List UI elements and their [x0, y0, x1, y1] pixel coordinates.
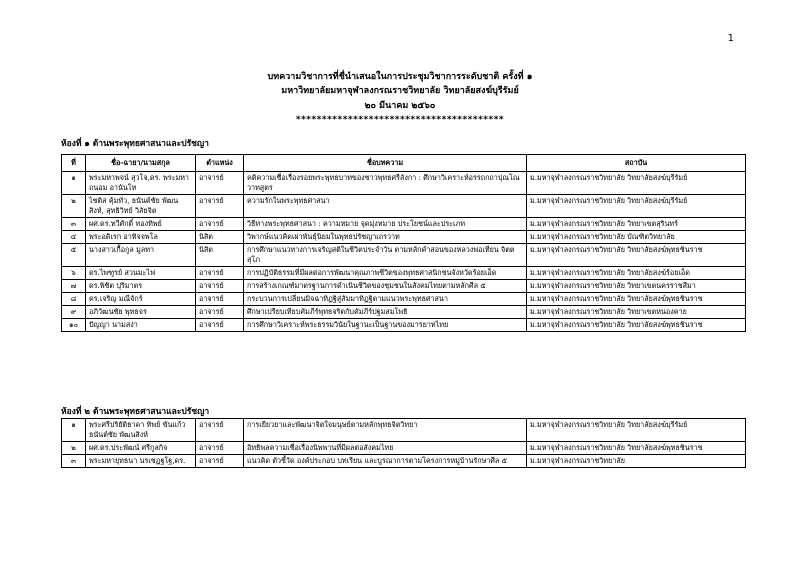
row-number: ๙	[62, 306, 86, 319]
page-number: 1	[727, 33, 734, 44]
author-position: นิสิต	[196, 231, 244, 244]
institution-name: ม.มหาจุฬาลงกรณราชวิทยาลัย	[527, 455, 746, 468]
author-name: ดร.ไพฑูรย์ สวนมะไฟ	[86, 267, 196, 280]
table-row	[62, 195, 746, 218]
article-title: การเยียวยาและพัฒนาจิตใจมนุษย์ตามหลักพุทธจิตวิทยา	[244, 419, 527, 442]
article-title: การศึกษาวิเคราะห์พระธรรมวินัยในฐานะเป็นฐานของมารยาทไทย	[244, 319, 527, 332]
article-title: การสร้างเกณฑ์มาตรฐานการดำเนินชีวิตของชุมชนในสังคมไทยตามหลักศีล ๕	[244, 280, 527, 293]
institution-name: ม.มหาจุฬาลงกรณราชวิทยาลัย วิทยาลัยสงฆ์พุทธชินราช	[527, 442, 746, 455]
institution-name: ม.มหาจุฬาลงกรณราชวิทยาลัย วิทยาลัยสงฆ์บุรีรัมย์	[527, 172, 746, 195]
table-row	[62, 267, 746, 280]
article-title: วิธีทางพระพุทธศาสนา : ความหมาย จุดมุ่งหมาย ประโยชน์และประเภท	[244, 218, 527, 231]
article-title: การปฏิบัติธรรมที่มีผลต่อการพัฒนาคุณภาพชีวิตของพุทธศาสนิกชนจังหวัดร้อยเอ็ด	[244, 267, 527, 280]
university-name: มหาวิทยาลัยมหาจุฬาลงกรณราชวิทยาลัย วิทยาลัยสงฆ์บุรีรัมย์	[281, 86, 519, 96]
row-number: ๕	[62, 244, 86, 267]
room-2-heading: ห้องที่ ๒ ด้านพระพุทธศาสนาและปรัชญา	[61, 407, 210, 417]
author-position: อาจารย์	[196, 280, 244, 293]
article-title: คติความเชื่อเรื่องรอยพระพุทธบาทของชาวพุทธศรีลังกา : ศึกษาวิเคราะห์อรรถกถาปุณโณวาทสูตร	[244, 172, 527, 195]
room-2-table	[61, 418, 746, 468]
author-position: อาจารย์	[196, 195, 244, 218]
row-number: ๓	[62, 218, 86, 231]
author-position: อาจารย์	[196, 306, 244, 319]
institution-name: ม.มหาจุฬาลงกรณราชวิทยาลัย บัณฑิตวิทยาลัย	[527, 231, 746, 244]
table-row	[62, 455, 746, 468]
row-number: ๗	[62, 280, 86, 293]
table-row	[62, 306, 746, 319]
table-row	[62, 293, 746, 306]
author-name: ผศ.ดร.ประพัฒน์ ศรีกูลกิจ	[86, 442, 196, 455]
row-number: ๑	[62, 419, 86, 442]
institution-name: ม.มหาจุฬาลงกรณราชวิทยาลัย วิทยาลัยสงฆ์พุทธชินราช	[527, 244, 746, 267]
table-row	[62, 218, 746, 231]
institution-name: ม.มหาจุฬาลงกรณราชวิทยาลัย วิทยาเขตนครราชสีมา	[527, 280, 746, 293]
row-number: ๖	[62, 267, 86, 280]
row-number: ๑	[62, 172, 86, 195]
institution-name: ม.มหาจุฬาลงกรณราชวิทยาลัย วิทยาลัยสงฆ์ร้อยเอ็ด	[527, 267, 746, 280]
row-number: ๘	[62, 293, 86, 306]
author-name: ผศ.ดร.ทวีศักดิ์ ทองทิพย์	[86, 218, 196, 231]
row-number: ๔	[62, 231, 86, 244]
institution-name: ม.มหาจุฬาลงกรณราชวิทยาลัย วิทยาเขตสุรินทร์	[527, 218, 746, 231]
institution-name: ม.มหาจุฬาลงกรณราชวิทยาลัย วิทยาลัยสงฆ์บุรีรัมย์	[527, 195, 746, 218]
author-name: นางสาวเกื้อกูล มูลทา	[86, 244, 196, 267]
author-position: อาจารย์	[196, 218, 244, 231]
institution-name: ม.มหาจุฬาลงกรณราชวิทยาลัย วิทยาเขตหนองคาย	[527, 306, 746, 319]
table-header-row	[62, 155, 746, 172]
author-name: ดร.เจริญ มณีจักร์	[86, 293, 196, 306]
institution-name: ม.มหาจุฬาลงกรณราชวิทยาลัย วิทยาลัยสงฆ์พุทธชินราช	[527, 293, 746, 306]
row-number: ๑๐	[62, 319, 86, 332]
column-header-title: ชื่อบทความ	[244, 155, 527, 172]
author-name: ไชติส คุ้มทั่ว, ธนันต์ชัย พัฒนสิงห์, สุทธิวิทย์ วิสัยจิต	[86, 195, 196, 218]
conference-title: บทความวิชาการที่ชื่นำเสนอในการประชุมวิชาการระดับชาติ ครั้งที่ ๑	[267, 72, 533, 82]
table-row	[62, 442, 746, 455]
author-position: อาจารย์	[196, 319, 244, 332]
conference-date: ๒๐ มีนาคม ๒๕๖๐	[364, 101, 436, 111]
room-1-table	[61, 154, 746, 332]
table-row	[62, 172, 746, 195]
article-title: ศึกษาเปรียบเทียบคัมภีร์พุทธจริตกับคัมภีร์ปฐมสมโพธิ	[244, 306, 527, 319]
author-position: อาจารย์	[196, 172, 244, 195]
table-row	[62, 319, 746, 332]
author-name: ปัญญา นามสง่า	[86, 319, 196, 332]
table-row	[62, 244, 746, 267]
author-name: พระมหาพจน์ สุวโจ,ดร. พระมหาถนอม อานันโท	[86, 172, 196, 195]
author-position: อาจารย์	[196, 267, 244, 280]
author-name: พระอดิเรก อาทิจจพโล	[86, 231, 196, 244]
table-row	[62, 231, 746, 244]
column-header-position: ตำแหน่ง	[196, 155, 244, 172]
institution-name: ม.มหาจุฬาลงกรณราชวิทยาลัย วิทยาลัยสงฆ์พุทธชินราช	[527, 319, 746, 332]
author-position: นิสิต	[196, 244, 244, 267]
table-row	[62, 280, 746, 293]
column-header-institution: สถาบัน	[527, 155, 746, 172]
author-position: อาจารย์	[196, 419, 244, 442]
row-number: ๓	[62, 455, 86, 468]
article-title: แนวคิด ตัวชี้วัด องค์ประกอบ บทเรียน และบูรณาการตามโครงการหมู่บ้านรักษาศีล ๕	[244, 455, 527, 468]
article-title: ความรักในพระพุทธศาสนา	[244, 195, 527, 218]
room-1-heading: ห้องที่ ๑ ด้านพระพุทธศาสนาและปรัชญา	[61, 139, 209, 149]
author-name: พระศรีปริยัติธาดา ทิพย์ ขันแก้ว ธนันต์ชัย พัฒนสิงห์	[86, 419, 196, 442]
author-name: ดร.พิชิต ปุริมาตร	[86, 280, 196, 293]
column-header-name: ชื่อ-ฉายา/นามสกุล	[86, 155, 196, 172]
article-title: อิทธิพลความเชื่อเรื่องนิพพานที่มีผลต่อสังคมไทย	[244, 442, 527, 455]
institution-name: ม.มหาจุฬาลงกรณราชวิทยาลัย วิทยาลัยสงฆ์บุรีรัมย์	[527, 419, 746, 442]
row-number: ๒	[62, 195, 86, 218]
article-title: วิพากษ์แนวคิดเผ่าพันธุ์นิยมในพุทธปรัชญาเถรวาท	[244, 231, 527, 244]
table-row	[62, 419, 746, 442]
asterisk-divider: ****************************************	[295, 115, 505, 125]
author-name: อภิวัฒนชัย พุทธจร	[86, 306, 196, 319]
row-number: ๒	[62, 442, 86, 455]
author-position: อาจารย์	[196, 293, 244, 306]
author-name: พระมหายุทธนา นรเชฏฐโฐ,ดร.	[86, 455, 196, 468]
author-position: อาจารย์	[196, 455, 244, 468]
column-header-no: ที่	[62, 155, 86, 172]
article-title: การศึกษาแนวทางการเจริญสติในชีวิตประจำวัน ตามหลักคำสอนของหลวงพ่อเทียน จิตตสุโภ	[244, 244, 527, 267]
article-title: กระบวนการเปลี่ยนมิจฉาทิฏฐิสู่สัมมาทิฏฐิตามแนวพระพุทธศาสนา	[244, 293, 527, 306]
author-position: อาจารย์	[196, 442, 244, 455]
